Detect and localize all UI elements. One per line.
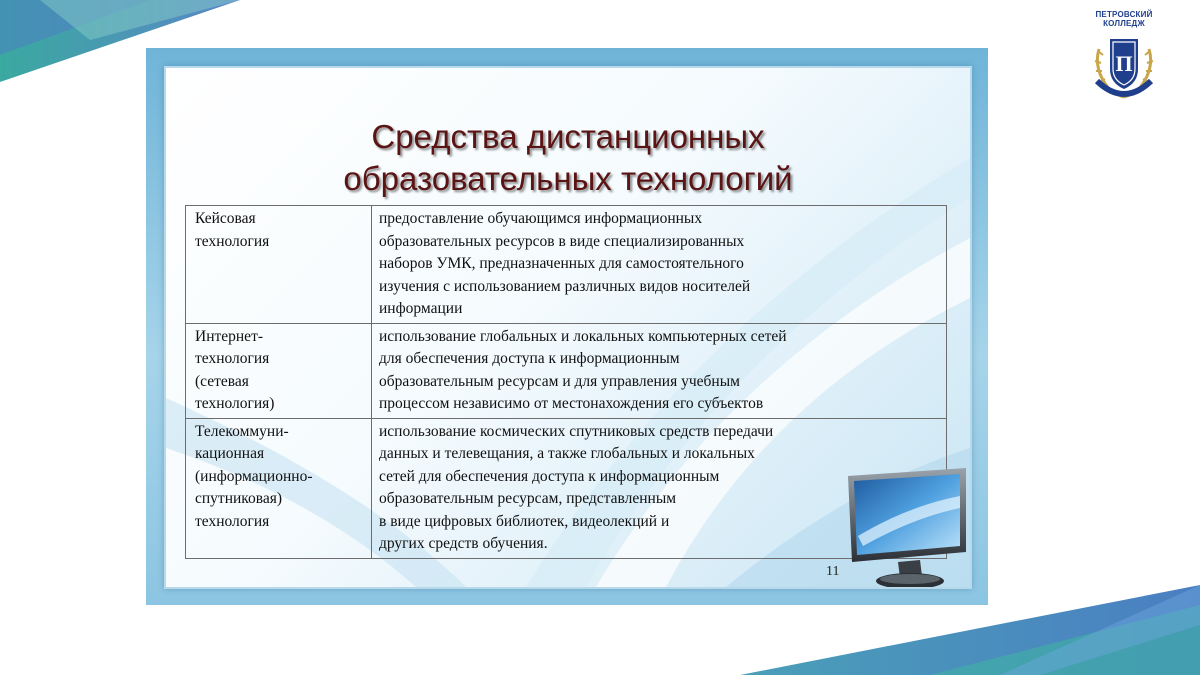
technology-description-line: информации bbox=[379, 300, 463, 317]
technology-name-line: Телекоммуни- bbox=[195, 422, 289, 440]
technology-description-line: предоставление обучающимся информационных bbox=[379, 210, 703, 227]
technology-description-line: образовательным ресурсам и для управления учебным bbox=[379, 372, 740, 390]
slide-title-line2: образовательных технологий bbox=[343, 160, 793, 197]
technology-description-line: для обеспечения доступа к информационным bbox=[379, 350, 680, 367]
technology-description-line: использование глобальных и локальных компьютерных сетей bbox=[379, 327, 787, 345]
technology-name-cell bbox=[186, 418, 372, 558]
page-number: 11 bbox=[826, 564, 840, 579]
logo-monogram: П bbox=[1115, 51, 1133, 76]
technology-name-line: Интернет- bbox=[195, 327, 264, 345]
logo-emblem-icon bbox=[1089, 29, 1159, 101]
technology-description-cell bbox=[372, 206, 947, 324]
technology-name-line: (сетевая bbox=[195, 372, 249, 390]
technology-name-line: технология bbox=[195, 232, 270, 250]
monitor-icon bbox=[818, 466, 968, 589]
technology-description-line: наборов УМК, предназначенных для самостоятельного bbox=[379, 255, 744, 272]
technology-name-cell bbox=[186, 206, 372, 324]
technology-name-line: Кейсовая bbox=[195, 210, 256, 227]
technology-description-line: образовательных ресурсов в виде специализированных bbox=[379, 232, 745, 250]
logo-name-line1: ПЕТРОВСКИЙ bbox=[1095, 10, 1153, 19]
technology-description-line: образовательным ресурсам, представленным bbox=[379, 490, 677, 507]
table-row bbox=[186, 323, 947, 418]
technology-name-line: технология bbox=[195, 350, 270, 367]
slide-content bbox=[164, 66, 972, 589]
technology-name-line: спутниковая) bbox=[195, 490, 283, 507]
technology-description-line: сетей для обеспечения доступа к информационным bbox=[379, 467, 720, 485]
technology-name-line: технология bbox=[195, 512, 270, 530]
technology-description-cell bbox=[372, 323, 947, 418]
technology-description-line: в виде цифровых библиотек, видеолекций и bbox=[379, 512, 670, 530]
technology-description-line: других средств обучения. bbox=[379, 535, 548, 552]
college-logo bbox=[1086, 10, 1162, 102]
slide-title bbox=[166, 116, 970, 200]
table-row bbox=[186, 206, 947, 324]
technology-description-line: процессом независимо от местонахождения его субъектов bbox=[379, 395, 764, 412]
technology-name-cell bbox=[186, 323, 372, 418]
technology-name-line: кационная bbox=[195, 445, 265, 462]
slide-frame bbox=[146, 48, 988, 605]
technology-description-line: изучения с использованием различных видов носителей bbox=[379, 277, 751, 295]
technology-description-line: данных и телевещания, а также глобальных и локальных bbox=[379, 445, 755, 462]
logo-name-line2: КОЛЛЕДЖ bbox=[1103, 19, 1145, 28]
technology-name-line: технология) bbox=[195, 395, 275, 412]
technology-description-line: использование космических спутниковых средств передачи bbox=[379, 422, 774, 440]
technology-name-line: (информационно- bbox=[195, 467, 313, 485]
slide-title-line1: Средства дистанционных bbox=[371, 118, 765, 155]
